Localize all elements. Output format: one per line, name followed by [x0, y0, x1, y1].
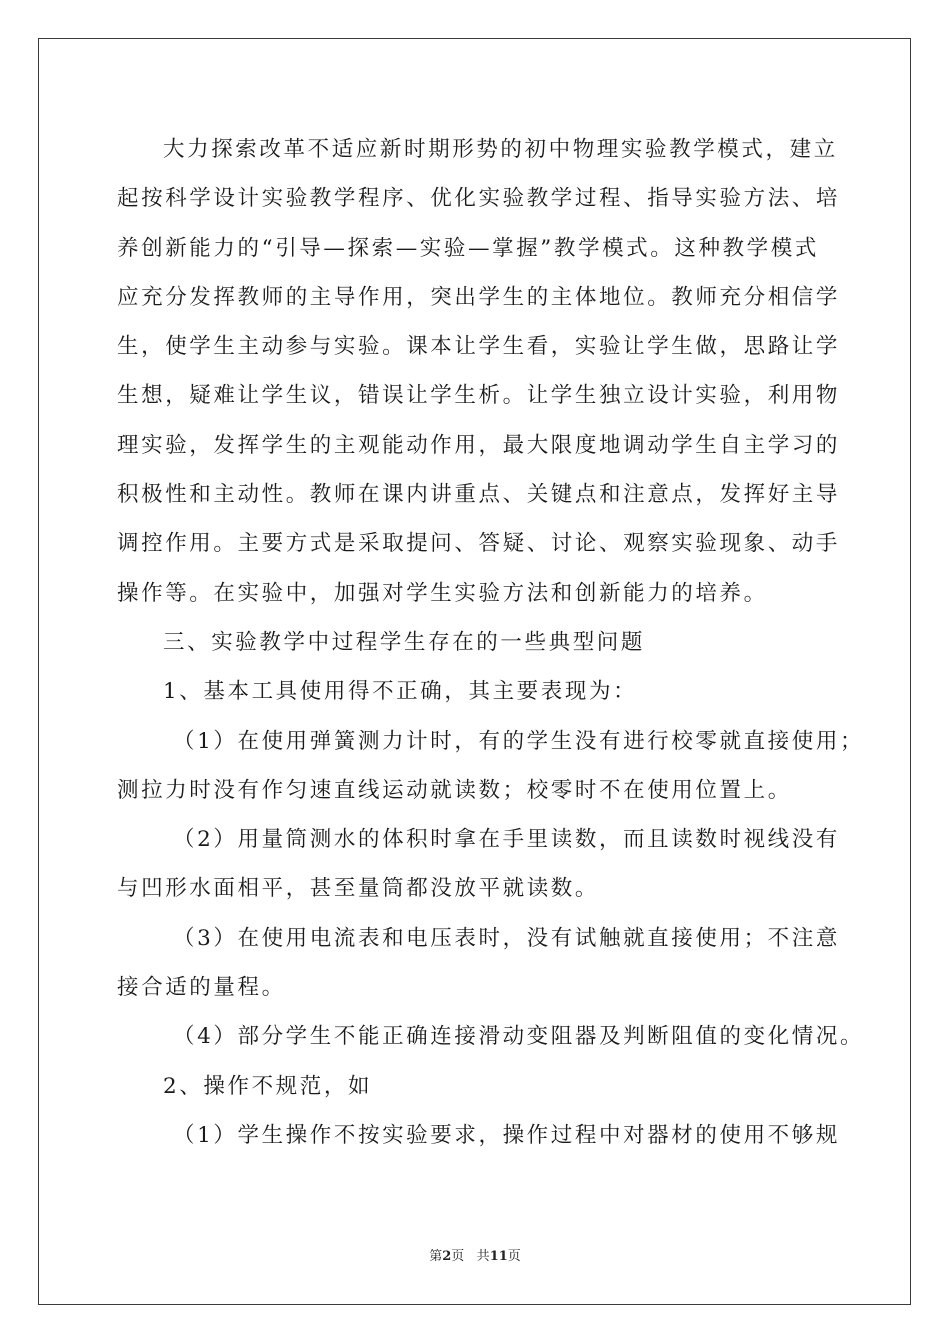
- page-footer: [0, 1245, 950, 1264]
- footer-total-suffix: 页: [507, 1249, 521, 1264]
- footer-total-prefix: 共: [476, 1249, 490, 1264]
- paragraph-line: 养创新能力的“引导—探索—实验—掌握”教学模式。这种教学模式: [117, 235, 819, 261]
- list-item-continuation: 与凹形水面相平，甚至量筒都没放平就读数。: [117, 876, 600, 902]
- subsection-heading: 1、基本工具使用得不正确，其主要表现为：: [163, 679, 638, 705]
- paragraph-line: 调控作用。主要方式是采取提问、答疑、讨论、观察实验现象、动手: [117, 531, 841, 557]
- list-item-continuation: 接合适的量程。: [117, 975, 286, 1001]
- paragraph-line: 积极性和主动性。教师在课内讲重点、关键点和注意点，发挥好主导: [117, 482, 841, 508]
- footer-prefix: 第: [429, 1249, 443, 1264]
- list-item: （4）部分学生不能正确连接滑动变阻器及判断阻值的变化情况。: [173, 1024, 865, 1050]
- paragraph-line: 应充分发挥教师的主导作用，突出学生的主体地位。教师充分相信学: [117, 284, 841, 310]
- list-item: （3）在使用电流表和电压表时，没有试触就直接使用；不注意: [173, 925, 840, 951]
- list-item-continuation: 测拉力时没有作匀速直线运动就读数；校零时不在使用位置上。: [117, 777, 792, 803]
- footer-page-suffix: 页: [451, 1249, 465, 1264]
- paragraph-line: 操作等。在实验中，加强对学生实验方法和创新能力的培养。: [117, 580, 768, 606]
- paragraph-line: 理实验，发挥学生的主观能动作用，最大限度地调动学生自主学习的: [117, 432, 841, 458]
- paragraph-line: 大力探索改革不适应新时期形势的初中物理实验教学模式，建立: [163, 137, 838, 162]
- list-item: （1）在使用弹簧测力计时，有的学生没有进行校零就直接使用；: [173, 728, 865, 754]
- list-item: （2）用量筒测水的体积时拿在手里读数，而且读数时视线没有: [173, 827, 840, 853]
- page-number: 2: [442, 1249, 452, 1264]
- document-body: [117, 130, 865, 1165]
- list-item: （1）学生操作不按实验要求，操作过程中对器材的使用不够规: [173, 1122, 840, 1148]
- paragraph-line: 生想，疑难让学生议，错误让学生析。让学生独立设计实验，利用物: [117, 383, 841, 409]
- subsection-heading: 2、操作不规范，如: [163, 1073, 373, 1099]
- section-heading: 三、实验教学中过程学生存在的一些典型问题: [163, 629, 646, 655]
- total-pages: 11: [489, 1249, 508, 1264]
- paragraph-line: 起按科学设计实验教学程序、优化实验教学过程、指导实验方法、培: [117, 186, 841, 212]
- paragraph-line: 生，使学生主动参与实验。课本让学生看，实验让学生做，思路让学: [117, 334, 841, 360]
